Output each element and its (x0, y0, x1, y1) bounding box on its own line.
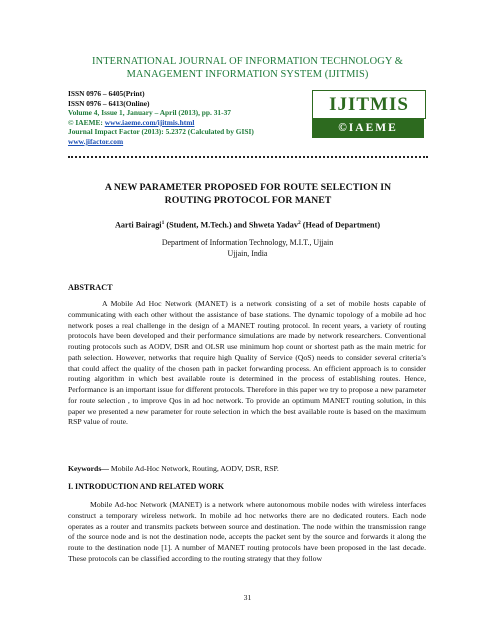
issn-online: ISSN 0976 – 6413(Online) (68, 98, 150, 108)
journal-title-line1: INTERNATIONAL JOURNAL OF INFORMATION TECHNOLOGY & (92, 56, 403, 67)
journal-meta (68, 89, 328, 147)
keywords-text: Mobile Ad-Hoc Network, Routing, AODV, DSR, RSP. (109, 464, 279, 473)
paper-title-line2: ROUTING PROTOCOL FOR MANET (164, 195, 332, 206)
abstract-text: A Mobile Ad Hoc Network (MANET) is a network consisting of a set of mobile hosts capable of communicating with each other without the assistance of base stations. The dynamic topology of a mobile ad hoc network poses a real challenge in the design of a MANET routing protocol. In recent years, a variety of routing protocols have been developed and their performance simulations are made by network researchers. Conventional routing protocols such as AODV, DSR and OLSR use minimum hop count or shortest path as the main metric for path selection. However, networks that require high Quality of Service (QoS) needs to consider several criteria’s that could affect the quality of the chosen path in packet forwarding process. An efficient approach is to consider routing algorithm in which best available route is determined in the process of establishing routes. Hence, Performance is an important issue for different protocols. Therefore in this paper we try to propose a new parameter for route selection , to improve Qos in ad hoc network. To provide an optimum MANET routing solution, in this paper we presented a new parameter for route selection in which the best available route is based on the maximum RSP value of route. (68, 299, 426, 427)
affiliation-line2: Ujjain, India (227, 249, 268, 258)
page-number: 31 (243, 593, 252, 602)
issn-print: ISSN 0976 – 6405(Print) (68, 89, 145, 98)
journal-title-line2: MANAGEMENT INFORMATION SYSTEM (IJITMIS) (126, 69, 369, 80)
affiliation-line1: Department of Information Technology, M.I.T., Ujjain (161, 238, 334, 247)
iaeme-line (68, 118, 328, 128)
publisher-logo: ©IAEME (312, 119, 424, 138)
keywords-label: Keywords— (68, 464, 109, 473)
paper-title-line1: A NEW PARAMETER PROPOSED FOR ROUTE SELECTION IN (104, 182, 392, 193)
section-heading: I. INTRODUCTION AND RELATED WORK (68, 482, 225, 491)
journal-title (60, 55, 435, 81)
volume-info: Volume 4, Issue 1, January – April (2013), pp. 31-37 (68, 108, 231, 118)
author1-role: (Student, M.Tech.) and Shweta Yadav (164, 220, 298, 230)
intro-text: Mobile Ad-hoc Network (MANET) is a network where autonomous mobile nodes with wireless interfaces construct a temporary wireless network. In mobile ad hoc networks there are no dedicated routers. Each node operates as a router and transmits packets between source and destination. The node within the transmission range of the source node and is not the destination node, accepts the packet sent by the source and forwards it along the route to the destination node [1]. A number of MANET routing protocols have been proposed in the last decade. These protocols can be classified according to the routing strategy that they follow (68, 500, 426, 563)
affiliation (60, 237, 435, 259)
author2-role: (Head of Department) (300, 220, 381, 230)
website-link[interactable]: www.jifactor.com (68, 136, 124, 146)
dotted-divider (68, 156, 428, 158)
authors (60, 220, 435, 230)
abstract-heading: ABSTRACT (68, 283, 113, 292)
keywords (68, 464, 426, 473)
journal-logo: IJITMIS (312, 90, 426, 119)
author1-name: Aarti Bairagi (114, 220, 162, 230)
author2-sup: 2 (297, 220, 301, 226)
iaeme-link[interactable]: www.iaeme.com/ijitmis.html (104, 117, 195, 127)
impact-factor: Journal Impact Factor (2013): 5.2372 (Calculated by GISI) (68, 127, 254, 137)
author1-sup: 1 (161, 220, 165, 226)
paper-title (72, 181, 424, 207)
iaeme-prefix: © IAEME: (68, 117, 105, 127)
